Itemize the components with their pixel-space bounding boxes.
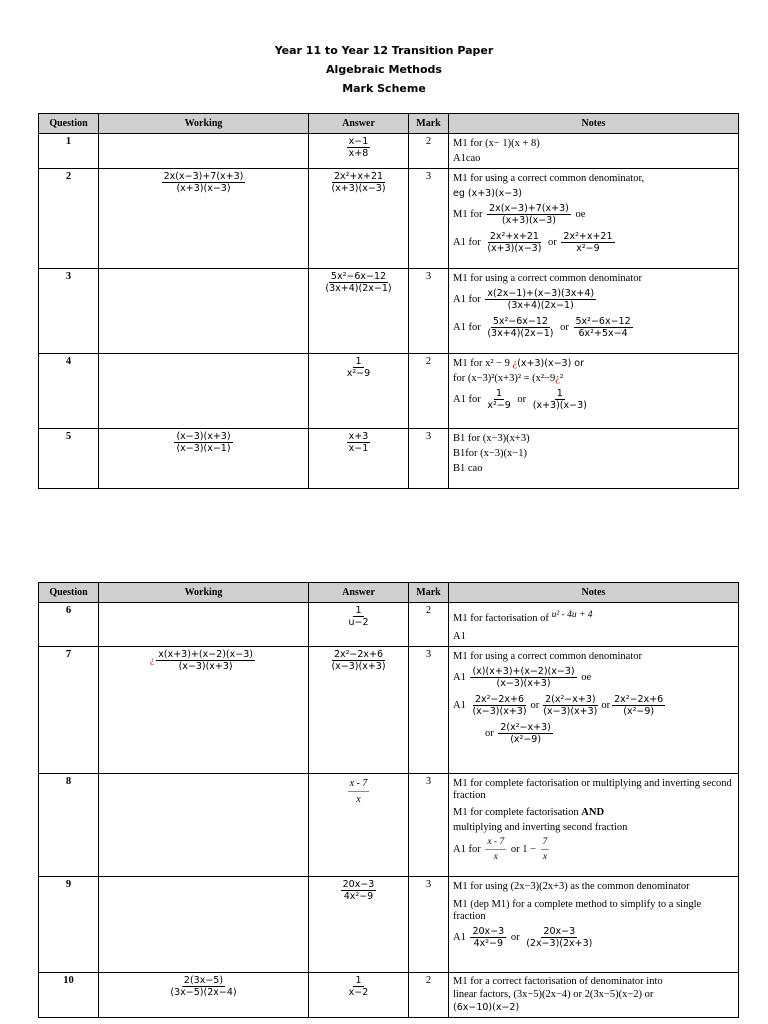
answer-numerator: 5x²−6x−12 — [330, 271, 387, 282]
title-line-1: Year 11 to Year 12 Transition Paper — [274, 44, 494, 57]
question-number: 1 — [39, 134, 99, 169]
note-text: M1 for factorisation of — [453, 613, 549, 624]
note-denominator: (x+3)(x−3) — [501, 215, 556, 227]
note-text: ² — [559, 373, 564, 384]
working-glyph: ¿ — [150, 655, 155, 666]
title-line-2: Algebraic Methods — [326, 63, 442, 76]
answer-denominator: x−2 — [348, 987, 369, 998]
mark-cell: 3 — [409, 269, 449, 354]
note-denominator: (x−3)(x+3) — [472, 706, 527, 718]
note-prefix: A1 for — [453, 394, 481, 405]
note-line: linear factors, (3x−5)(2x−4) or 2(3x−5)(x−2) or — [453, 989, 654, 1000]
note-prefix: or — [485, 728, 494, 739]
answer-cell — [309, 269, 409, 354]
answer-denominator: (x−3)(x+3) — [331, 661, 386, 672]
note-suffix: oe — [581, 672, 592, 683]
note-text: or 1 − — [510, 844, 537, 855]
mark-cell: 2 — [409, 354, 449, 429]
answer-cell — [309, 774, 409, 877]
mark-cell: 3 — [409, 429, 449, 489]
answer-denominator: x — [356, 794, 361, 805]
note-line: A1cao — [453, 153, 481, 164]
answer-denominator: (3x+4)(2x−1) — [325, 283, 392, 294]
table-row — [39, 169, 739, 269]
notes-cell — [449, 354, 739, 429]
working-numerator: (x−3)(x+3) — [176, 431, 231, 442]
col-answer: Answer — [309, 114, 409, 134]
note-numerator: 2(x²−x+3) — [500, 722, 551, 734]
note-line — [453, 605, 734, 629]
note-prefix: A1 for — [453, 844, 481, 855]
note-line — [453, 386, 734, 414]
note-denominator: (3x+4)(2x−1) — [507, 300, 574, 312]
note-numerator: x(2x−1)+(x−3)(3x+4) — [487, 288, 595, 300]
note-glyph: ¿ — [512, 358, 518, 369]
title-line-3: Mark Scheme — [342, 82, 426, 95]
note-or: or — [560, 322, 569, 333]
table-header-row — [39, 114, 739, 134]
note-line: B1for (x−3)(x−1) — [453, 448, 527, 459]
note-line: M1 for using a correct common denominator, — [453, 173, 645, 184]
working-cell — [99, 603, 309, 647]
note-line: M1 for complete factorisation or multiplying and inverting second fraction — [453, 778, 732, 801]
note-text: (x+3)(x−3) or — [517, 358, 585, 369]
note-denominator: (x−3)(x+3) — [543, 706, 598, 718]
note-numerator: (x)(x+3)+(x−2)(x−3) — [472, 666, 575, 678]
note-prefix: A1 for — [453, 237, 481, 248]
note-denominator: (x−3)(x+3) — [496, 678, 551, 690]
answer-cell — [309, 429, 409, 489]
working-cell — [99, 647, 309, 774]
answer-cell — [309, 354, 409, 429]
note-line: M1 for (x− 1)(x + 8) — [453, 138, 540, 149]
note-or: or — [601, 700, 611, 711]
note-or: or — [548, 237, 557, 248]
col-mark: Mark — [409, 583, 449, 603]
mark-cell: 3 — [409, 774, 449, 877]
note-emphasis: AND — [581, 807, 605, 818]
working-numerator: 2(3x−5) — [183, 975, 224, 986]
note-line — [453, 923, 734, 953]
col-working: Working — [99, 583, 309, 603]
note-line — [453, 314, 734, 342]
note-numerator: 2x²+x+21 — [489, 231, 539, 243]
answer-cell — [309, 169, 409, 269]
col-question: Question — [39, 114, 99, 134]
working-denominator: (x−3)(x−1) — [176, 443, 231, 454]
mark-scheme-table-2 — [38, 582, 739, 1018]
answer-cell — [309, 134, 409, 169]
mark-cell: 2 — [409, 603, 449, 647]
note-prefix: M1 for — [453, 209, 483, 220]
note-line — [453, 720, 734, 748]
note-denominator: x²−9 — [487, 400, 511, 412]
table-row — [39, 877, 739, 973]
answer-denominator: x+8 — [348, 148, 369, 159]
note-numerator: x - 7 — [485, 835, 506, 850]
notes-cell — [449, 877, 739, 973]
note-denominator: 6x²+5x−4 — [578, 328, 628, 340]
note-or: or — [510, 932, 520, 943]
note-line — [453, 835, 734, 865]
note-numerator: 20x−3 — [472, 926, 505, 938]
col-working: Working — [99, 114, 309, 134]
answer-numerator: 2x²−2x+6 — [333, 649, 384, 660]
notes-cell — [449, 647, 739, 774]
answer-numerator: 1 — [355, 975, 362, 986]
table-row — [39, 973, 739, 1018]
question-number: 10 — [39, 973, 99, 1018]
table-row — [39, 134, 739, 169]
mark-scheme-table-1 — [38, 113, 739, 489]
note-prefix: A1 for — [453, 322, 481, 333]
page-header — [0, 41, 768, 98]
col-question: Question — [39, 583, 99, 603]
col-mark: Mark — [409, 114, 449, 134]
question-number: 3 — [39, 269, 99, 354]
answer-numerator: x - 7 — [348, 776, 370, 792]
note-numerator: 2(x²−x+3) — [545, 694, 596, 706]
mark-cell: 3 — [409, 647, 449, 774]
notes-cell — [449, 774, 739, 877]
note-suffix: oe — [575, 209, 586, 220]
answer-cell — [309, 973, 409, 1018]
note-line: B1 for (x−3)(x+3) — [453, 433, 530, 444]
answer-cell — [309, 647, 409, 774]
mark-cell: 3 — [409, 169, 449, 269]
working-cell — [99, 269, 309, 354]
answer-numerator: 20x−3 — [342, 879, 375, 890]
note-line — [453, 356, 734, 371]
answer-cell — [309, 877, 409, 973]
table-header-row — [39, 583, 739, 603]
note-numerator: 1 — [556, 388, 563, 400]
note-line — [453, 371, 734, 386]
note-denominator: (2x−3)(2x+3) — [526, 938, 593, 950]
note-denominator: x — [493, 852, 498, 863]
notes-cell — [449, 134, 739, 169]
note-line: B1 cao — [453, 463, 483, 474]
note-text: for (x−3)²(x+3)² = (x²−9 — [453, 373, 556, 384]
note-numerator: 2x(x−3)+7(x+3) — [489, 203, 569, 215]
answer-denominator: u−2 — [348, 617, 369, 628]
note-prefix: A1 — [453, 700, 466, 711]
table-row — [39, 354, 739, 429]
note-denominator: (x²−9) — [510, 734, 542, 746]
note-denominator: (x+3)(x−3) — [487, 243, 542, 255]
note-line: A1 — [453, 631, 466, 642]
working-denominator: (3x−5)(2x−4) — [170, 987, 237, 998]
answer-cell — [309, 603, 409, 647]
table-row — [39, 647, 739, 774]
note-line: M1 for using a correct common denominator — [453, 651, 642, 662]
note-numerator: 5x²−6x−12 — [492, 316, 548, 328]
note-line: M1 (dep M1) for a complete method to simplify to a single fraction — [453, 899, 702, 922]
question-number: 8 — [39, 774, 99, 877]
working-cell — [99, 169, 309, 269]
note-line — [453, 805, 734, 820]
note-numerator: 7 — [541, 835, 550, 850]
answer-numerator: 2x²+x+21 — [333, 171, 384, 182]
note-denominator: (x+3)(x−3) — [532, 400, 587, 412]
note-line: M1 for using (2x−3)(2x+3) as the common denominator — [453, 881, 690, 892]
note-prefix: A1 — [453, 672, 466, 683]
answer-numerator: 1 — [355, 605, 362, 616]
working-cell — [99, 774, 309, 877]
table-row — [39, 429, 739, 489]
note-line: (6x−10)(x−2) — [453, 1002, 520, 1013]
question-number: 5 — [39, 429, 99, 489]
note-prefix: A1 for — [453, 294, 481, 305]
note-line — [453, 692, 734, 720]
notes-cell — [449, 429, 739, 489]
working-cell — [99, 134, 309, 169]
answer-denominator: (x+3)(x−3) — [331, 183, 386, 194]
question-number: 9 — [39, 877, 99, 973]
working-numerator: x(x+3)+(x−2)(x−3) — [158, 649, 253, 660]
note-text: M1 for complete factorisation — [453, 807, 579, 818]
working-denominator: (x−3)(x+3) — [178, 661, 233, 672]
question-number: 4 — [39, 354, 99, 429]
note-denominator: x — [542, 852, 548, 863]
table-row — [39, 269, 739, 354]
note-line: M1 for using a correct common denominator — [453, 273, 642, 284]
answer-numerator: x+3 — [348, 431, 369, 442]
col-notes: Notes — [449, 583, 739, 603]
note-or: or — [530, 700, 540, 711]
note-prefix: A1 — [453, 932, 466, 943]
note-line: eg (x+3)(x−3) — [453, 188, 522, 199]
mark-cell: 2 — [409, 134, 449, 169]
note-numerator: 5x²−6x−12 — [575, 316, 631, 328]
working-cell — [99, 973, 309, 1018]
note-denominator: (3x+4)(2x−1) — [487, 328, 554, 340]
note-denominator: (x²−9) — [623, 706, 655, 718]
mark-cell: 2 — [409, 973, 449, 1018]
note-numerator: 2x²−2x+6 — [614, 694, 664, 706]
table-row — [39, 774, 739, 877]
note-line — [453, 201, 734, 229]
note-glyph: ¿ — [555, 373, 560, 384]
notes-cell — [449, 169, 739, 269]
note-or: or — [517, 394, 527, 405]
col-notes: Notes — [449, 114, 739, 134]
note-line — [453, 286, 734, 314]
table-row — [39, 603, 739, 647]
note-line: multiplying and inverting second fraction — [453, 822, 628, 833]
notes-cell — [449, 603, 739, 647]
question-number: 6 — [39, 603, 99, 647]
answer-denominator: 4x²−9 — [343, 891, 374, 902]
answer-numerator: x−1 — [348, 136, 369, 147]
note-numerator: 2x²−2x+6 — [474, 694, 525, 706]
question-number: 7 — [39, 647, 99, 774]
note-line: M1 for a correct factorisation of denominator into — [453, 976, 663, 987]
note-expression: u² - 4u + 4 — [551, 610, 593, 620]
working-cell — [99, 354, 309, 429]
note-text: M1 for x² − 9 — [453, 358, 510, 369]
mark-cell: 3 — [409, 877, 449, 973]
note-denominator: 4x²−9 — [473, 938, 504, 950]
note-line — [453, 664, 734, 692]
working-denominator: (x+3)(x−3) — [176, 183, 231, 194]
note-denominator: x²−9 — [576, 243, 600, 255]
working-cell — [99, 877, 309, 973]
note-numerator: 1 — [496, 388, 503, 400]
note-numerator: 2x²+x+21 — [563, 231, 613, 243]
answer-denominator: x²−9 — [346, 368, 371, 379]
answer-denominator: x−1 — [348, 443, 369, 454]
answer-numerator: 1 — [355, 356, 362, 367]
working-numerator: 2x(x−3)+7(x+3) — [163, 171, 244, 182]
working-cell — [99, 429, 309, 489]
notes-cell — [449, 269, 739, 354]
note-numerator: 20x−3 — [543, 926, 576, 938]
note-line — [453, 229, 734, 257]
question-number: 2 — [39, 169, 99, 269]
col-answer: Answer — [309, 583, 409, 603]
notes-cell — [449, 973, 739, 1018]
